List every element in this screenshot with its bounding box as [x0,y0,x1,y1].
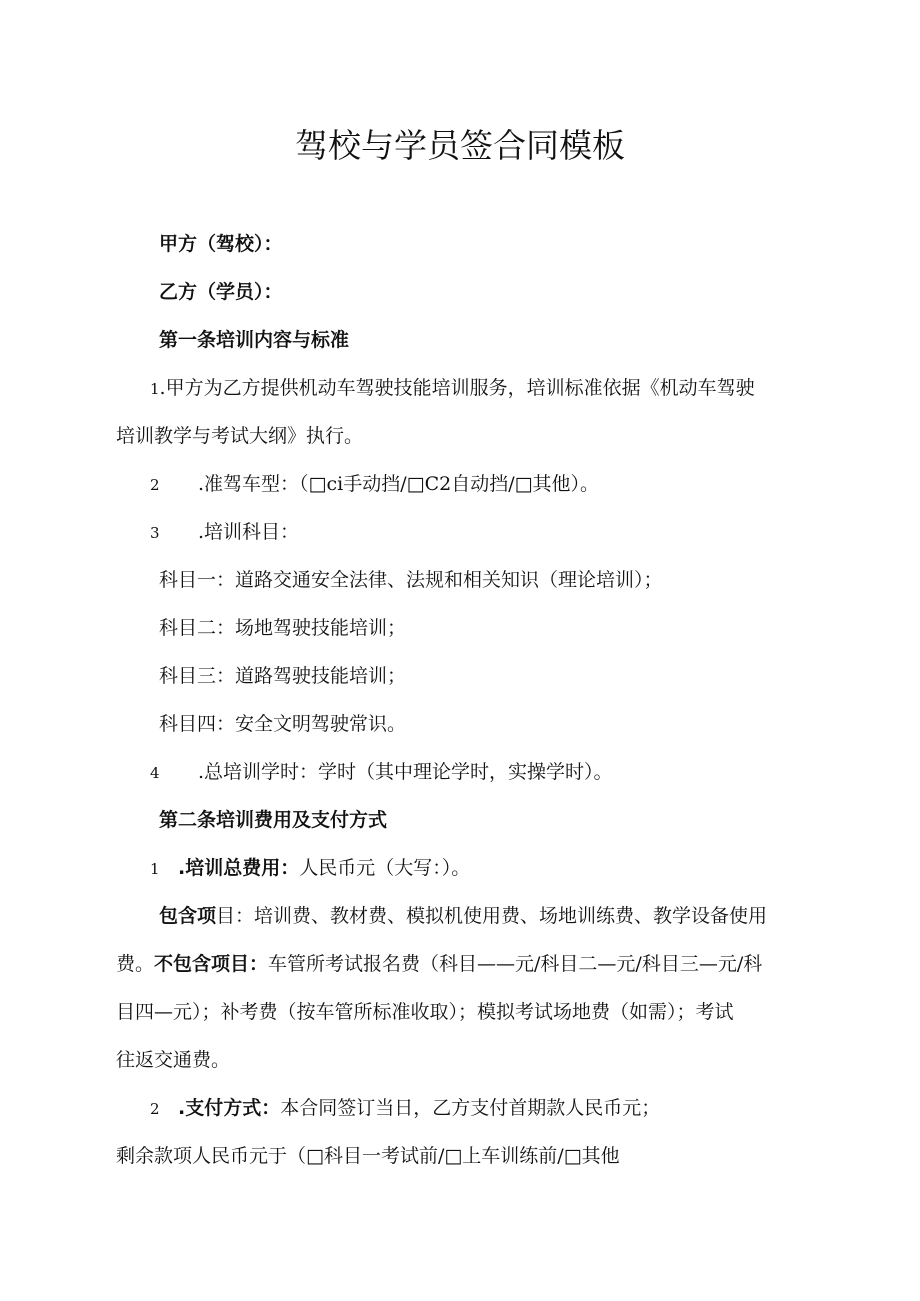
item-text: 本合同签订当日，乙方支付首期款人民币元； [280,1097,661,1119]
subject-1: 科目一：道路交通安全法律、法规和相关知识（理论培训）； [159,569,663,591]
excluded-items-line-4: 往返交通费。 [116,1049,231,1071]
subject-2: 科目二：场地驾驶技能培训； [159,617,407,639]
item-number: 2 [150,476,160,494]
item-text: 人民币元（大写：）。 [299,857,471,879]
included-label: 包含项 [159,905,217,927]
item-label: .支付方式： [178,1097,281,1119]
item-text: .甲方为乙方提供机动车驾驶技能培训服务，培训标准依据《机动车驾驶 [159,377,755,399]
excluded-label: 不包含项目： [154,953,269,975]
excluded-items-line [116,952,762,976]
article-1-item-3 [150,520,299,545]
item-number: 1 [150,860,160,878]
subject-4: 科目四：安全文明驾驶常识。 [159,713,407,735]
article-2-item-1 [150,856,470,881]
article-1-item-1-line-2: 培训教学与考试大纲》执行。 [116,425,364,447]
excluded-items-line-3: 目四—元）；补考费（按车管所标准收取）；模拟考试场地费（如需）；考试 [116,1001,734,1023]
item-number: 3 [150,524,160,542]
article-1-item-4 [150,760,613,785]
item-number: 1 [150,380,160,398]
item-label: .培训总费用： [178,857,300,879]
included-items-line [159,904,767,928]
party-b-label: 乙方（学员）： [159,281,283,303]
party-a-label: 甲方（驾校）： [159,233,283,255]
item-text: .培训科目： [198,521,300,543]
article-1-item-2 [150,472,599,497]
article-2-item-2-line-2: 剩余款项人民币元于（□科目一考试前/□上车训练前/□其他 [116,1145,620,1167]
document-title: 驾校与学员签合同模板 [295,126,625,165]
subject-3: 科目三：道路驾驶技能培训； [159,665,407,687]
item-text: .总培训学时：学时（其中理论学时，实操学时）。 [198,761,613,783]
article-1-item-1-line-1 [150,376,755,401]
item-number: 4 [150,764,160,782]
fee-end-text: 费。 [116,953,155,975]
excluded-text: 车管所考试报名费（科目——元/科目二—元/科目三—元/科 [268,953,763,975]
item-text: .准驾车型：（□ci手动挡/□C2自动挡/□其他）。 [198,473,600,495]
article-2-heading: 第二条培训费用及支付方式 [159,809,388,831]
article-2-item-2 [150,1096,660,1121]
included-text: 目：培训费、教材费、模拟机使用费、场地训练费、教学设备使用 [216,905,768,927]
item-number: 2 [150,1100,160,1118]
article-1-heading: 第一条培训内容与标准 [159,329,350,351]
